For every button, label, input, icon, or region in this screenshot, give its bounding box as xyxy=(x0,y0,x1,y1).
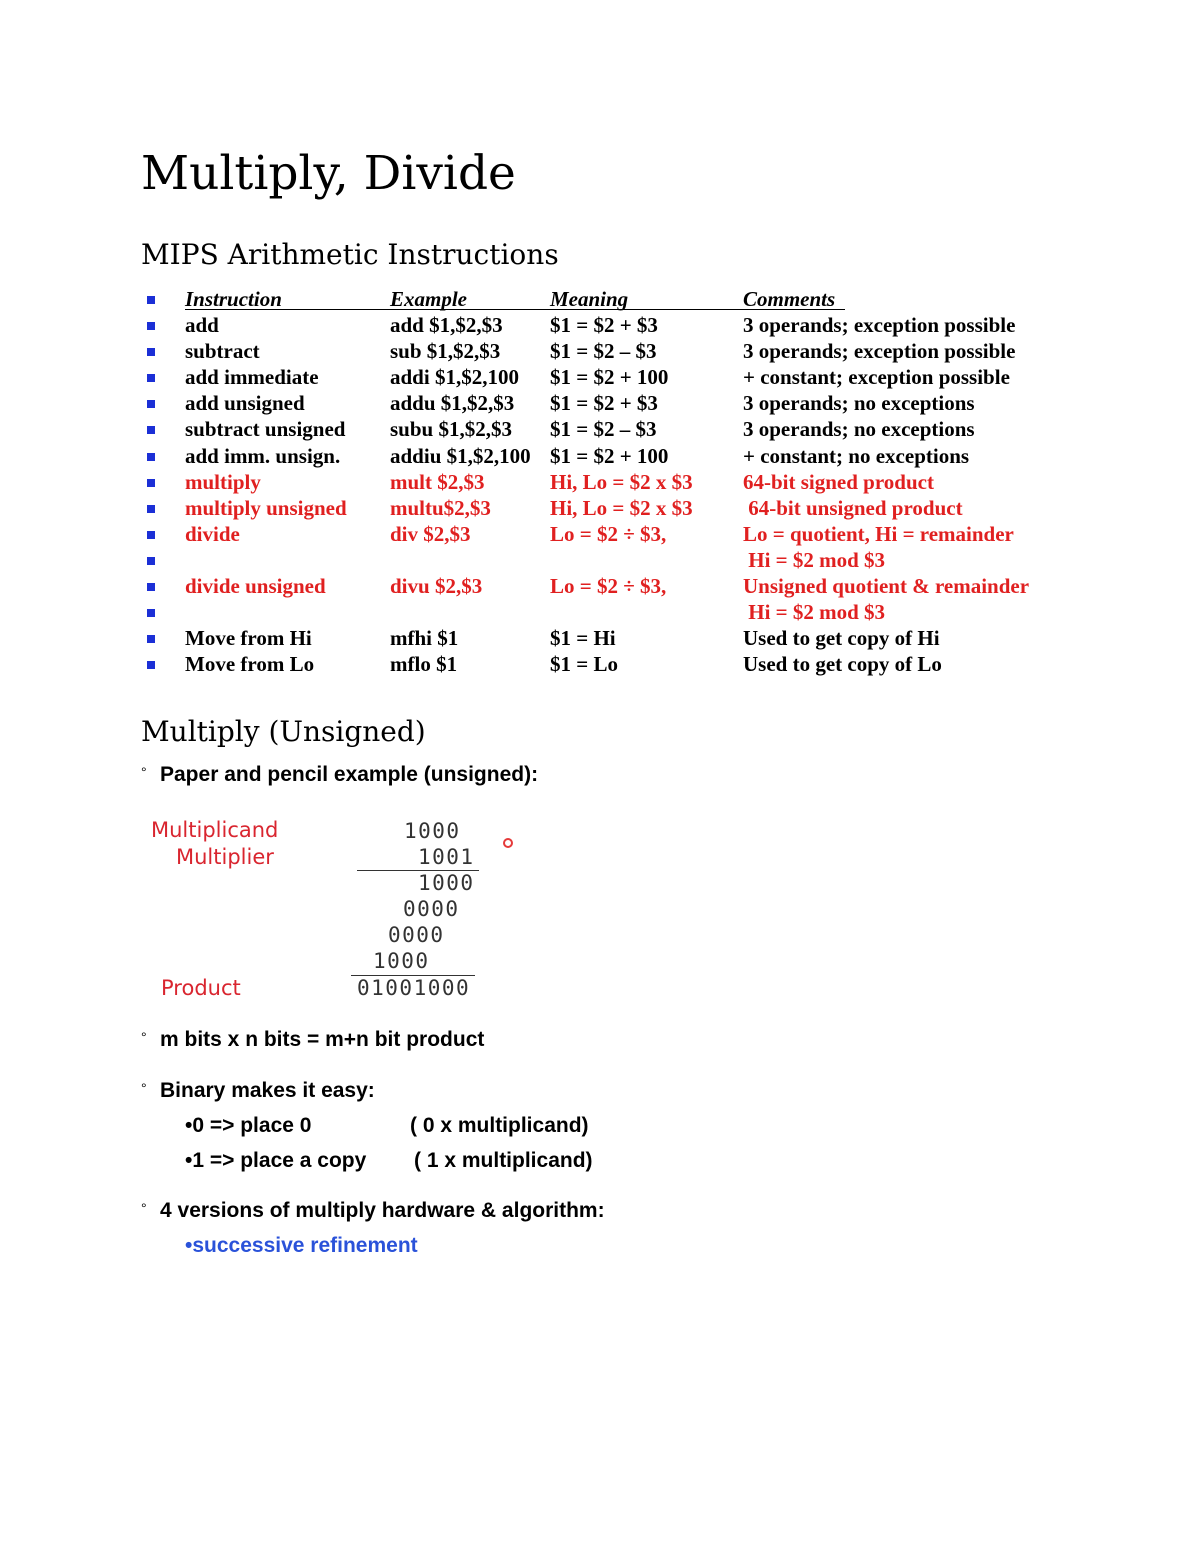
table-row xyxy=(145,364,1065,390)
table-row xyxy=(145,338,1065,364)
cell-comment: Hi = $2 mod $3 xyxy=(743,547,886,572)
cell-meaning: Hi, Lo = $2 x $3 xyxy=(550,469,693,494)
table-row xyxy=(145,573,1065,599)
cell-comment: 3 operands; no exceptions xyxy=(743,417,975,442)
bullet-mn-product: m bits x n bits = m+n bit product xyxy=(160,1028,485,1051)
square-bullet-icon xyxy=(147,661,155,669)
table-row xyxy=(145,495,1065,521)
cell-comment: 64-bit signed product xyxy=(743,469,934,494)
cell-instruction: add xyxy=(185,313,219,338)
multiplicand-value: 1000 xyxy=(404,819,461,843)
bullet-versions: 4 versions of multiply hardware & algorithm: xyxy=(160,1199,605,1222)
table-header-underline xyxy=(185,309,845,310)
column-header: Instruction xyxy=(185,287,282,311)
cell-comment: 64-bit unsigned product xyxy=(743,495,963,520)
section-heading-multiply: Multiply (Unsigned) xyxy=(141,715,426,748)
cell-meaning: $1 = $2 + 100 xyxy=(550,443,669,468)
cell-meaning: $1 = $2 – $3 xyxy=(550,417,657,442)
cell-example: add $1,$2,$3 xyxy=(390,313,503,338)
table-row xyxy=(145,521,1065,547)
sub-bullet-place-copy: •1 => place a copy xyxy=(185,1149,367,1172)
table-row xyxy=(145,599,1065,625)
table-row xyxy=(145,469,1065,495)
column-header: Meaning xyxy=(550,287,629,311)
cell-meaning: Lo = $2 ÷ $3, xyxy=(550,521,667,546)
cell-meaning: $1 = $2 + 100 xyxy=(550,365,669,390)
cell-comment: 3 operands; exception possible xyxy=(743,313,1016,338)
bullet-icon: ° xyxy=(141,1080,147,1096)
cell-example: divu $2,$3 xyxy=(390,574,483,599)
cell-instruction: Move from Hi xyxy=(185,626,312,651)
product-value: 01001000 xyxy=(357,976,471,1000)
cell-instruction: subtract xyxy=(185,339,260,364)
cell-meaning: Lo = $2 ÷ $3, xyxy=(550,574,667,599)
cell-example: div $2,$3 xyxy=(390,521,471,546)
cell-comment: + constant; exception possible xyxy=(743,365,1010,390)
square-bullet-icon xyxy=(147,609,155,617)
square-bullet-icon xyxy=(147,479,155,487)
cell-instruction: add immediate xyxy=(185,365,319,390)
square-bullet-icon xyxy=(147,426,155,434)
square-bullet-icon xyxy=(147,583,155,591)
square-bullet-icon xyxy=(147,400,155,408)
cell-meaning: $1 = Hi xyxy=(550,626,616,651)
cell-example: addiu $1,$2,100 xyxy=(390,443,531,468)
square-bullet-icon xyxy=(147,296,155,304)
cell-comment: Lo = quotient, Hi = remainder xyxy=(743,521,1014,546)
square-bullet-icon xyxy=(147,635,155,643)
square-bullet-icon xyxy=(147,453,155,461)
sub-bullet-place-0: •0 => place 0 xyxy=(185,1114,312,1137)
multiplicand-label: Multiplicand xyxy=(151,818,279,842)
square-bullet-icon xyxy=(147,348,155,356)
partial-product: 0000 xyxy=(403,897,460,921)
successive-refinement: •successive refinement xyxy=(185,1234,418,1257)
instruction-table xyxy=(145,286,1065,677)
cell-instruction: add imm. unsign. xyxy=(185,443,341,468)
paper-pencil-title: Paper and pencil example (unsigned): xyxy=(160,763,539,786)
partial-product: 1000 xyxy=(418,871,475,895)
product-label: Product xyxy=(161,976,241,1000)
cell-example: addu $1,$2,$3 xyxy=(390,391,515,416)
cell-example: mfhi $1 xyxy=(390,626,459,651)
square-bullet-icon xyxy=(147,374,155,382)
cell-comment: Unsigned quotient & remainder xyxy=(743,574,1030,599)
cell-instruction: divide xyxy=(185,521,240,546)
square-bullet-icon xyxy=(147,322,155,330)
cell-meaning: $1 = $2 + $3 xyxy=(550,313,658,338)
cell-comment: Used to get copy of Hi xyxy=(743,626,940,651)
cell-instruction: add unsigned xyxy=(185,391,305,416)
section-heading-mips: MIPS Arithmetic Instructions xyxy=(141,238,559,271)
partial-product: 0000 xyxy=(388,923,445,947)
cell-example: addi $1,$2,100 xyxy=(390,365,519,390)
cell-meaning: $1 = $2 – $3 xyxy=(550,339,657,364)
bullet-icon: ° xyxy=(141,1200,147,1216)
table-row xyxy=(145,312,1065,338)
table-row xyxy=(145,547,1065,573)
cell-instruction: divide unsigned xyxy=(185,574,326,599)
cell-instruction: subtract unsigned xyxy=(185,417,346,442)
table-row xyxy=(145,416,1065,442)
multiplier-label: Multiplier xyxy=(176,845,274,869)
cell-example: mult $2,$3 xyxy=(390,469,485,494)
cell-comment: 3 operands; exception possible xyxy=(743,339,1016,364)
cell-instruction: Move from Lo xyxy=(185,652,315,677)
cell-comment: + constant; no exceptions xyxy=(743,443,970,468)
bullet-binary: Binary makes it easy: xyxy=(160,1079,375,1102)
cell-example: subu $1,$2,$3 xyxy=(390,417,512,442)
table-row xyxy=(145,443,1065,469)
square-bullet-icon xyxy=(147,505,155,513)
cell-comment: Hi = $2 mod $3 xyxy=(743,600,886,625)
multiplier-value: 1001 xyxy=(418,845,475,869)
cell-instruction: multiply xyxy=(185,469,261,494)
table-row xyxy=(145,625,1065,651)
cell-example: mflo $1 xyxy=(390,652,458,677)
partial-product: 1000 xyxy=(373,949,430,973)
cell-example: multu$2,$3 xyxy=(390,495,491,520)
cell-comment: 3 operands; no exceptions xyxy=(743,391,975,416)
column-header: Example xyxy=(390,287,467,311)
cell-comment: Used to get copy of Lo xyxy=(743,652,942,677)
cell-meaning: $1 = Lo xyxy=(550,652,618,677)
square-bullet-icon xyxy=(147,531,155,539)
page-title: Multiply, Divide xyxy=(141,146,516,201)
table-row xyxy=(145,651,1065,677)
bullet-icon: ° xyxy=(141,1029,147,1045)
square-bullet-icon xyxy=(147,557,155,565)
column-header: Comments xyxy=(743,287,836,311)
cell-example: sub $1,$2,$3 xyxy=(390,339,501,364)
bullet-icon: ° xyxy=(141,764,147,780)
sub-bullet-place-copy-note: ( 1 x multiplicand) xyxy=(414,1149,593,1172)
red-circle-icon xyxy=(503,838,513,848)
sub-bullet-place-0-note: ( 0 x multiplicand) xyxy=(410,1114,589,1137)
cell-instruction: multiply unsigned xyxy=(185,495,347,520)
cell-meaning: Hi, Lo = $2 x $3 xyxy=(550,495,693,520)
table-row xyxy=(145,390,1065,416)
cell-meaning: $1 = $2 + $3 xyxy=(550,391,658,416)
